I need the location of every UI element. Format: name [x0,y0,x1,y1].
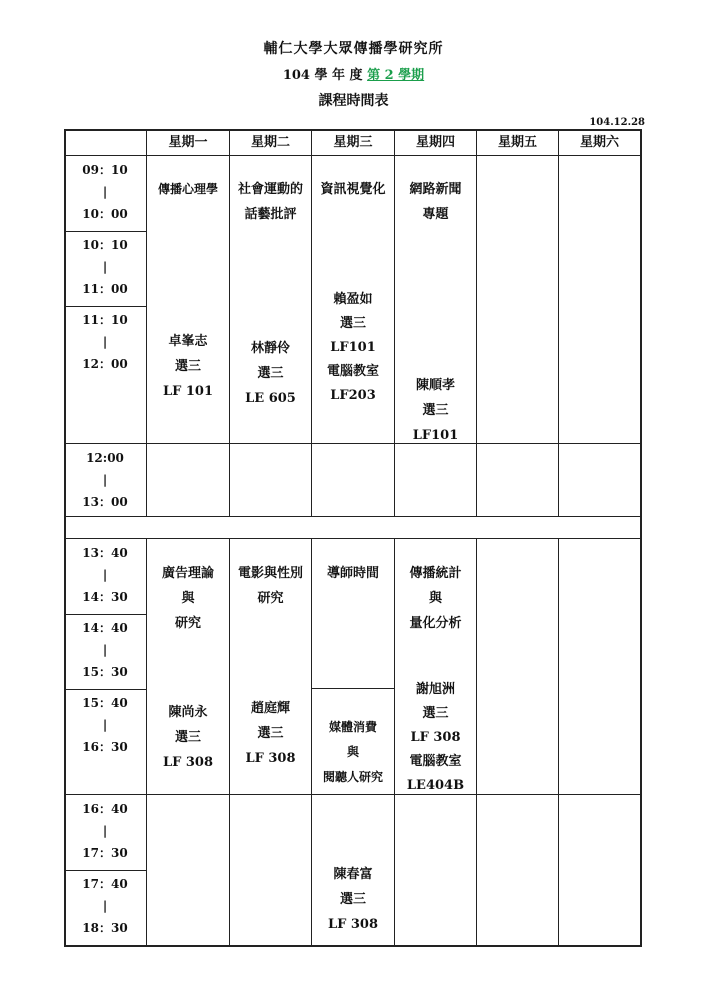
day-header-sat: 星期六 [579,135,619,150]
day-header-wed: 星期三 [333,135,373,150]
course-wed-pm-info: 陳春富 選三 LF 308 [327,867,379,932]
day-header-mon: 星期一 [168,135,208,150]
course-tue-am-title: 社會運動的 話藝批評 [237,182,303,222]
course-mon-am-info: 卓峯志 選三 LF 101 [162,334,214,399]
time-slot-2: 10：10 | 11：00 [82,238,128,296]
course-mon-pm-title: 廣告理論 與 研究 [161,566,214,631]
time-slot-6: 14：40 | 15：30 [82,621,128,679]
time-slot-5: 13：40 | 14：30 [82,546,128,604]
semester-line [0,64,707,83]
course-mon-am-title: 傳播心理學 [157,182,218,196]
revision-date: 104.12.28 [589,117,645,128]
day-header-tue: 星期二 [250,135,290,150]
day-header-fri: 星期五 [497,135,537,150]
course-tue-pm-info: 趙庭輝 選三 LF 308 [245,701,296,766]
time-slot-7: 15：40 | 16：30 [82,696,128,754]
timetable-grid [64,129,642,947]
course-thu-am-title: 網路新聞 專題 [409,182,462,222]
course-tue-pm-title: 電影與性別 研究 [237,566,303,606]
course-mon-pm-info: 陳尚永 選三 LF 308 [162,705,214,770]
course-thu-pm-title: 傳播統計 與 量化分析 [409,566,462,631]
homeroom-time: 導師時間 [326,566,379,581]
academic-year: 104 學 年 度 [282,68,368,83]
time-slot-9: 17：40 | 18：30 [82,877,128,935]
timetable-title: 課程時間表 [318,93,389,109]
time-slot-3: 11：10 | 12：00 [82,313,128,371]
course-wed-pm-title: 媒體消費 與 閱聽人研究 [322,720,383,784]
course-wed-am-title: 資訊視覺化 [320,182,386,197]
course-thu-pm-info: 謝旭洲 選三 LF 308 電腦教室 LE404B [406,682,465,793]
course-thu-am-info: 陳順孝 選三 LF101 [412,378,459,443]
time-slot-4: 12:00 | 13：00 [82,451,128,509]
time-slot-1: 09：10 | 10：00 [82,163,128,221]
course-wed-am-info: 賴盈如 選三 LF101 電腦教室 LF203 [326,292,379,403]
department-title: 輔仁大學大眾傳播學研究所 [263,41,444,57]
time-slot-8: 16：40 | 17：30 [82,802,128,860]
semester-label: 第 2 學期 [367,68,425,83]
day-header-thu: 星期四 [415,135,455,150]
course-tue-am-info: 林靜伶 選三 LE 605 [245,341,296,406]
